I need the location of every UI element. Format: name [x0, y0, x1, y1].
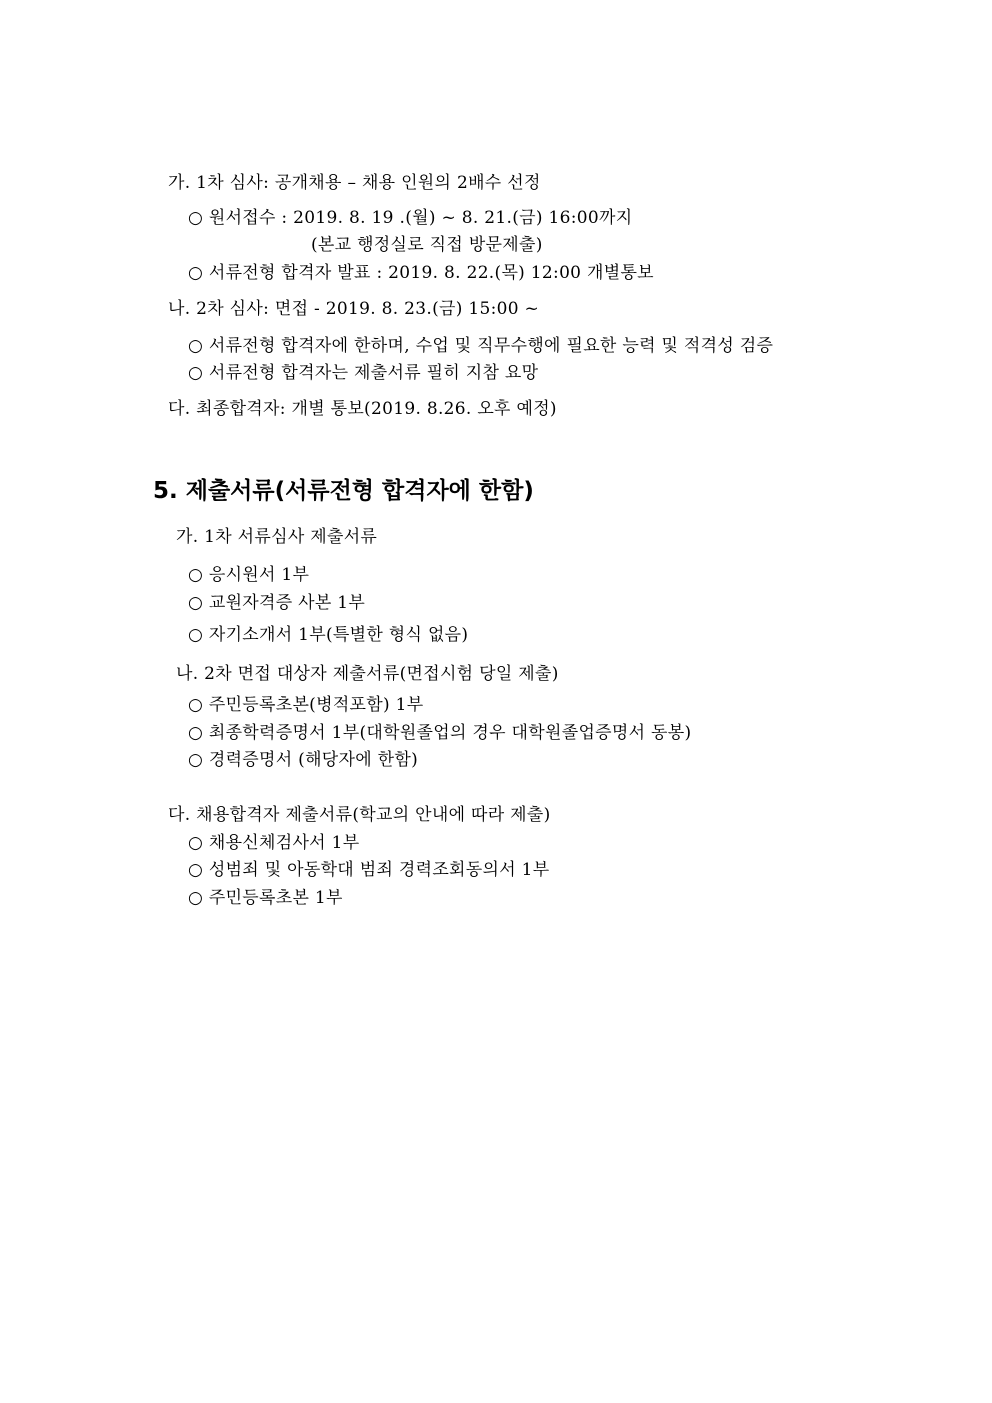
subsection-title-na: 나. 2차 심사: 면접 - 2019. 8. 23.(금) 15:00 ~ — [168, 299, 540, 319]
list-item-interview-scope: ○ 서류전형 합격자에 한하며, 수업 및 직무수행에 필요한 능력 및 적격성 검증 — [188, 335, 773, 357]
list-item: ○ 경력증명서 (해당자에 한함) — [188, 749, 418, 771]
list-item-interview-bring: ○ 서류전형 합격자는 제출서류 필히 지참 요망 — [188, 362, 538, 384]
subsection-title-ga: 가. 1차 심사: 공개채용 – 채용 인원의 2배수 선정 — [168, 173, 541, 193]
list-item: ○ 자기소개서 1부(특별한 형식 없음) — [188, 624, 468, 646]
list-item-application-note: (본교 행정실로 직접 방문제출) — [311, 235, 543, 255]
list-item: ○ 성범죄 및 아동학대 범죄 경력조회동의서 1부 — [188, 859, 549, 881]
subsection-title-na: 나. 2차 면접 대상자 제출서류(면접시험 당일 제출) — [176, 664, 559, 684]
list-item: ○ 최종학력증명서 1부(대학원졸업의 경우 대학원졸업증명서 동봉) — [188, 722, 691, 744]
list-item: ○ 주민등록초본 1부 — [188, 887, 343, 909]
list-item: ○ 주민등록초본(병적포함) 1부 — [188, 694, 423, 716]
list-item: ○ 응시원서 1부 — [188, 564, 309, 586]
subsection-title-da: 다. 최종합격자: 개별 통보(2019. 8.26. 오후 예정) — [168, 399, 557, 419]
list-item: ○ 교원자격증 사본 1부 — [188, 592, 365, 614]
section-heading: 5. 제출서류(서류전형 합격자에 한함) — [153, 478, 534, 504]
list-item-document-result: ○ 서류전형 합격자 발표 : 2019. 8. 22.(목) 12:00 개별통보 — [188, 262, 654, 284]
list-item: ○ 채용신체검사서 1부 — [188, 832, 359, 854]
subsection-title-ga: 가. 1차 서류심사 제출서류 — [176, 527, 378, 547]
list-item-application-period: ○ 원서접수 : 2019. 8. 19 .(월) ~ 8. 21.(금) 16:00까지 — [188, 207, 632, 229]
subsection-title-da: 다. 채용합격자 제출서류(학교의 안내에 따라 제출) — [168, 805, 551, 825]
